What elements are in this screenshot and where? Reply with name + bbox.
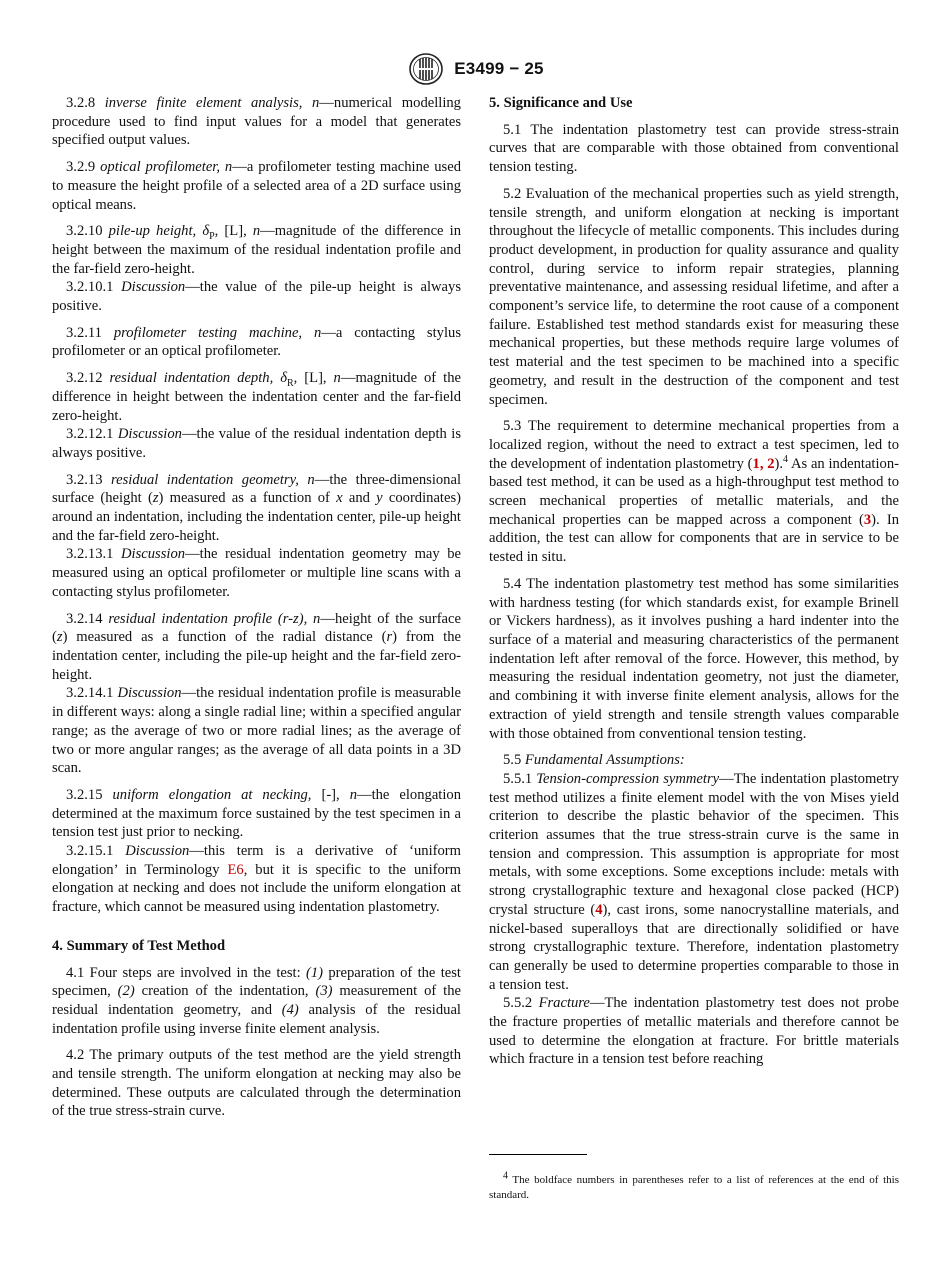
discussion-3-2-13-1: 3.2.13.1 Discussion—the residual indentation geometry may be measured using an optical profilometer or multiple line scans with a contacting stylus profilometer. [52,546,462,600]
section-5-heading: 5. Significance and Use [489,95,633,111]
reference-link-3[interactable]: 3 [863,511,872,528]
page-header [0,52,950,86]
definition-3-2-12: 3.2.12 residual indentation depth, $\delta_R$, [L], n—magnitude of the difference in height between the indentation center and the far-field zero-height. [52,370,461,424]
definition-3-2-13: 3.2.13 residual indentation geometry, n—the three-dimensional surface (height (z) measured as a function of x and y coordinates) around an indentation, including the indentation center, pile-up height and the far-field zero-height. [52,471,462,544]
discussion-3-2-15-1: 3.2.15.1 Discussion—this term is a derivative of ‘uniform elongation’ in Terminology E6, but it is specific to the uniform elongation at necking and does not include the uniform elongation at fracture, which cannot be measured using indentation plastometry. [52,843,462,916]
standard-designation: E3499 − 25 [454,59,544,78]
paragraph-4-2: 4.2 The primary outputs of the test method are the yield strength and tensile strength. The uniform elongation at necking may also be determined. These outputs are calculated through the determination of the true stress-strain curve. [52,1047,461,1120]
paragraph-5-5: 5.5 Fundamental Assumptions: [503,752,685,769]
paragraph-5-3: 5.3 The requirement to determine mechanical properties from a localized region, without the need to extract a test specimen, led to the development of indentation plastometry (1, 2).$^4$ As an indentation-based test method, it can be used as a high-throughput test method to screen mechanical properties of metallic materials, and the mechanical properties can be mapped across a component (3). In addition, the test can allow for components that are in service to be tested in situ. [489,418,899,566]
definition-3-2-11: 3.2.11 profilometer testing machine, n—a contacting stylus profilometer or an optical profilometer. [52,324,461,360]
discussion-3-2-12-1: 3.2.12.1 Discussion—the value of the residual indentation depth is always positive. [52,426,461,461]
paragraph-5-1: 5.1 The indentation plastometry test can provide stress-strain curves that are comparable with those obtained from conventional tension testing. [489,121,899,176]
discussion-3-2-14-1: 3.2.14.1 Discussion—the residual indentation profile is measurable in different ways: along a single radial line; within a specified angular range; as the average of two or more radial lines; as the average of two or more angular ranges; as the average of all data points in a 3D scan. [52,685,461,777]
footnote-4: $^4$ The boldface numbers in parentheses refer to a list of references at the end of this standard. [489,1170,899,1201]
astm-logo-icon [406,52,446,86]
discussion-3-2-10-1: 3.2.10.1 Discussion—the value of the pile-up height is always positive. [52,279,462,315]
terminology-e6-link[interactable]: E6 [227,861,244,878]
paragraph-5-4: 5.4 The indentation plastometry test method has some similarities with hardness testing (for which standards exist, for example Brinell or Vickers hardness), as it involves pushing a hard indenter into the surface of a material and measuring characteristics of the permanent indentation left after removal of the force. However, this method, by measuring the residual indentation geometry, not just the diameter, and combining it with inverse finite element analysis, allows for the extraction of yield strength and tensile strength values comparable with those obtained from conventional tension testing. [489,575,899,742]
footnote-marker[interactable]: 4 [783,453,789,465]
definition-3-2-15: 3.2.15 uniform elongation at necking, [-], n—the elongation determined at the maximum force sustained by the test specimen in a tension test just prior to necking. [52,786,461,841]
reference-link-1-2[interactable]: 1, 2 [752,455,775,472]
definition-3-2-10: 3.2.10 pile-up height, $\delta_P$, [L], n—magnitude of the difference in height between the maximum of the residual indentation profile and the far-field zero-height. [52,223,461,277]
paragraph-5-2: 5.2 Evaluation of the mechanical properties such as yield strength, tensile strength, and uniform elongation at necking is important throughout the lifecycle of metallic components. This includes during product development, in production for quality assurance and quality control, during service to inform repair strategies, planning preventative maintenance, and assessing residual lifetime, and after a component’s service life, to determine the root cause of a component failure. Established test method standards exist for measuring these mechanical properties, but these methods require large volumes of test material and the test specimen to be machined into a specific geometry, and result in the destruction of the component and test specimen. [489,185,899,408]
section-4-heading: 4. Summary of Test Method [52,937,226,954]
definition-3-2-8: 3.2.8 inverse finite element analysis, n—numerical modelling procedure used to find input values for a model that generates specified output values. [52,95,461,149]
paragraph-4-1: 4.1 Four steps are involved in the test: (1) preparation of the test specimen, (2) creation of the indentation, (3) measurement of the residual indentation geometry, and (4) analysis of the residual indentation profile using inverse finite element analysis. [52,964,461,1037]
left-column [52,94,461,1129]
paragraph-5-5-2: 5.5.2 Fracture—The indentation plastometry test does not probe the fracture properties of metallic materials and therefore cannot be used to determine the elongation at fracture. For brittle materials which fracture in a tension test before reaching [489,995,899,1068]
right-column [489,94,899,1069]
reference-link-4[interactable]: 4 [595,901,603,918]
definition-3-2-9: 3.2.9 optical profilometer, n—a profilometer testing machine used to measure the height profile of a selected area of a 2D surface using optical means. [52,159,462,213]
footnote-divider [489,1154,587,1155]
paragraph-5-5-1: 5.5.1 Tension-compression symmetry—The indentation plastometry test method utilizes a finite element model with the von Mises yield criterion to describe the plastic behavior of the specimen. This criterion assumes that the true stress-strain curve is the same in tension and compression. This assumption is appropriate for most metals, with some exceptions. Some exceptions include: metals with strong crystallographic texture and hexagonal close packed (HCP) crystal structure (4), cast irons, some nanocrystalline materials, and nickel-based superalloys that are directionally solidified or have strong crystallographic texture. Therefore, indentation plastometry can generally be used to determine properties comparable to those in a tension test. [489,770,899,993]
definition-3-2-14: 3.2.14 residual indentation profile (r-z), n—height of the surface (z) measured as a function of the radial distance (r) from the indentation center, including the pile-up height and the far-field zero-height. [52,610,462,683]
